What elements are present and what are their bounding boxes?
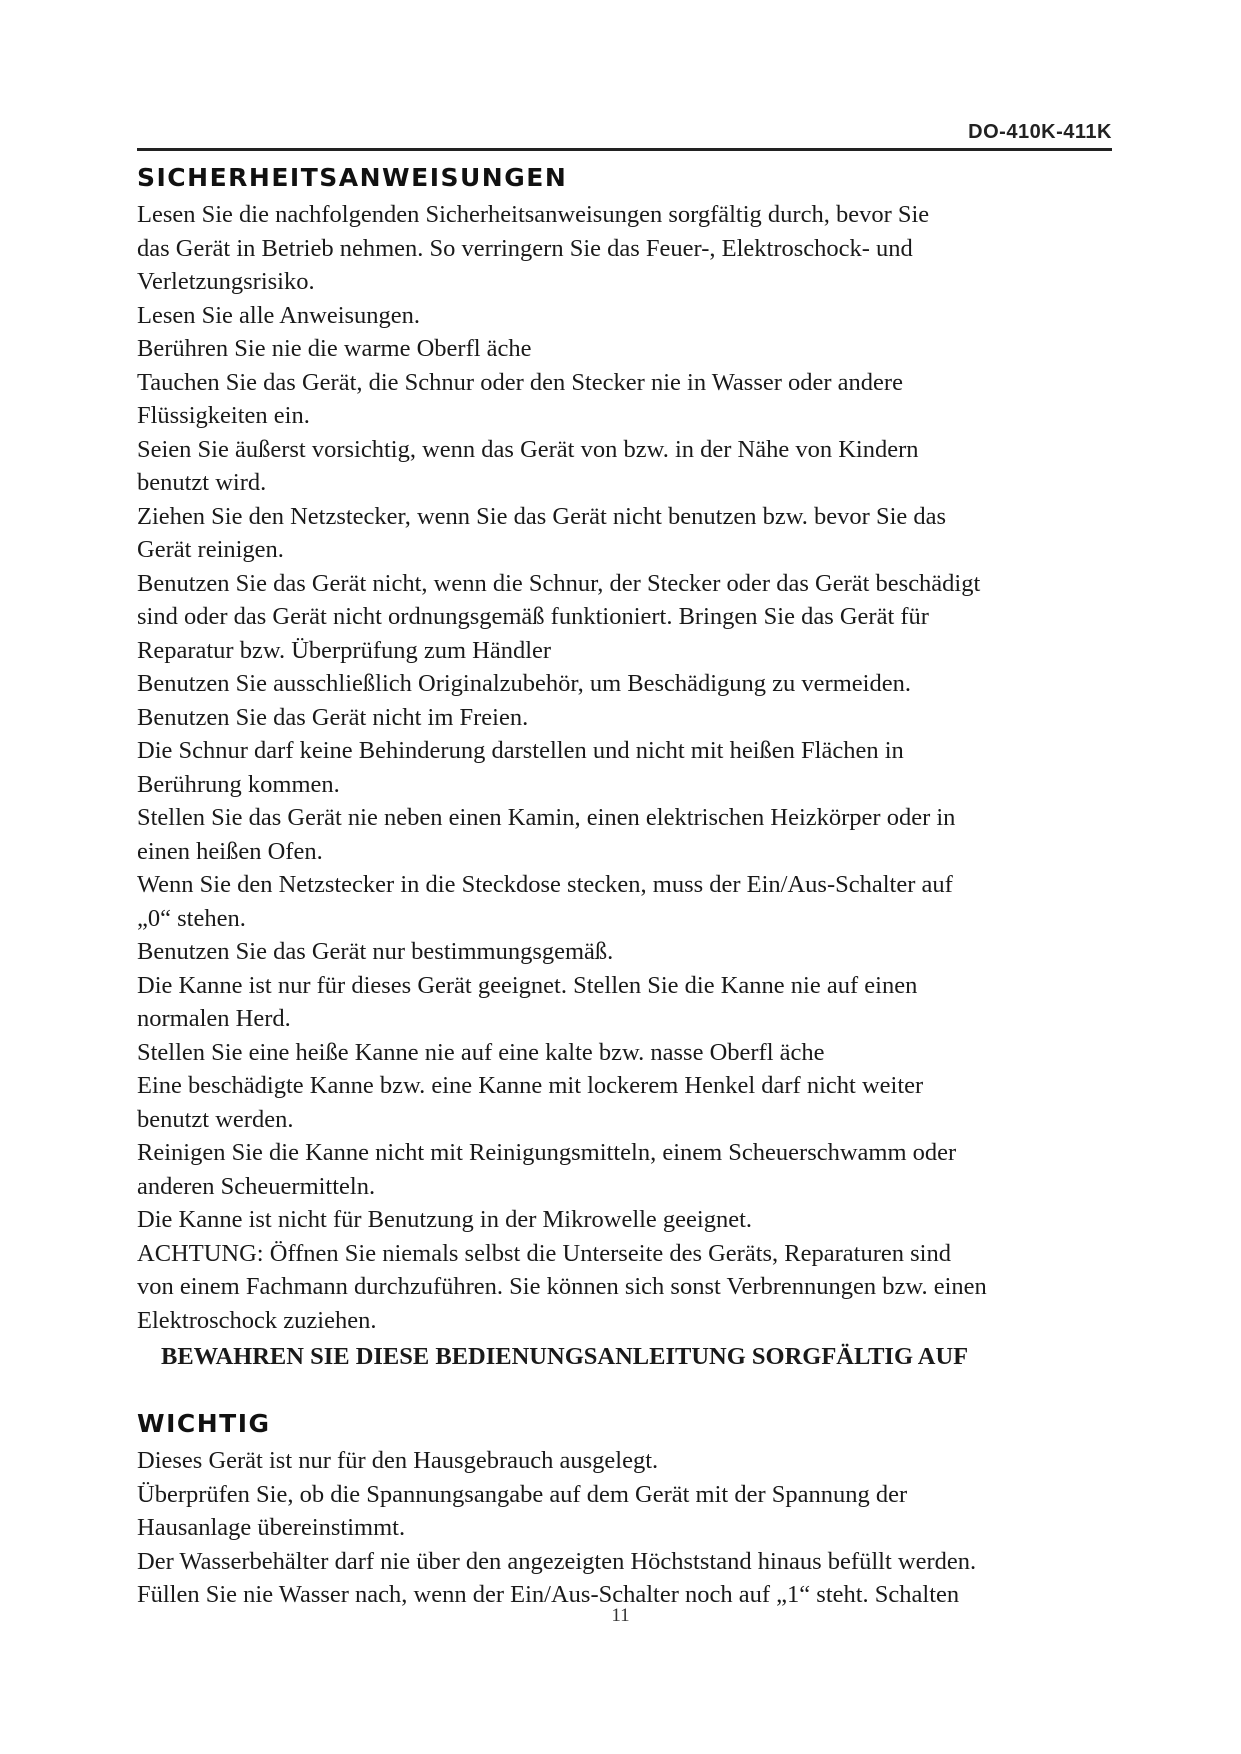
text-line: Benutzen Sie das Gerät nicht im Freien. (137, 703, 529, 731)
section-spacer (137, 1376, 1117, 1404)
text-line: das Gerät in Betrieb nehmen. So verringern Sie das Feuer-, Elektroschock- und (137, 234, 913, 262)
text-line: Benutzen Sie ausschließlich Originalzubehör, um Beschädigung zu vermeiden. (137, 670, 911, 697)
text-line: Ziehen Sie den Netzstecker, wenn Sie das Gerät nicht benutzen bzw. bevor Sie das (137, 502, 947, 530)
text-line: Dieses Gerät ist nur für den Hausgebrauch ausgelegt. (137, 1447, 659, 1474)
text-line: Hausanlage übereinstimmt. (137, 1514, 406, 1541)
text-line: benutzt wird. (137, 469, 267, 496)
text-line: Benutzen Sie das Gerät nur bestimmungsgemäß. (137, 938, 614, 965)
text-line: Eine beschädigte Kanne bzw. eine Kanne mit lockerem Henkel darf nicht weiter (137, 1072, 924, 1099)
text-line: Reparatur bzw. Überprüfung zum Händler (137, 636, 552, 664)
text-line: Stellen Sie das Gerät nie neben einen Kamin, einen elektrischen Heizkörper oder in (137, 804, 956, 831)
text-line: Die Kanne ist nicht für Benutzung in der Mikrowelle geeignet. (137, 1206, 753, 1233)
text-line: Der Wasserbehälter darf nie über den angezeigten Höchststand hinaus befüllt werden. (137, 1547, 977, 1575)
text-line: Seien Sie äußerst vorsichtig, wenn das Gerät von bzw. in der Nähe von Kindern (137, 435, 919, 463)
keep-manual-banner: BEWAHREN SIE DIESE BEDIENUNGSANLEITUNG SORGFÄLTIG AUF (161, 1343, 969, 1370)
text-line: Die Schnur darf keine Behinderung darstellen und nicht mit heißen Flächen in (137, 737, 904, 764)
important-heading: WICHTIG (137, 1409, 271, 1438)
text-line: Die Kanne ist nur für dieses Gerät geeignet. Stellen Sie die Kanne nie auf einen (137, 971, 918, 999)
text-line: benutzt werden. (137, 1105, 294, 1133)
text-line: Verletzungsrisiko. (137, 268, 315, 295)
important-text (137, 1444, 1117, 1612)
text-line: Elektroschock zuziehen. (137, 1306, 377, 1334)
text-line: Berührung kommen. (137, 770, 340, 798)
text-line: anderen Scheuermitteln. (137, 1172, 376, 1200)
text-line: Reinigen Sie die Kanne nicht mit Reinigungsmitteln, einem Scheuerschwamm oder (137, 1139, 957, 1166)
text-line: Tauchen Sie das Gerät, die Schnur oder den Stecker nie in Wasser oder andere (137, 368, 903, 396)
text-line: einen heißen Ofen. (137, 837, 323, 865)
text-line: Benutzen Sie das Gerät nicht, wenn die Schnur, der Stecker oder das Gerät beschädigt (137, 569, 981, 597)
text-line: Lesen Sie die nachfolgenden Sicherheitsanweisungen sorgfältig durch, bevor Sie (137, 201, 930, 228)
text-line: Flüssigkeiten ein. (137, 402, 310, 429)
text-line: Lesen Sie alle Anweisungen. (137, 301, 421, 329)
text-line: ACHTUNG: Öffnen Sie niemals selbst die Unterseite des Geräts, Reparaturen sind (137, 1239, 951, 1267)
text-line: normalen Herd. (137, 1005, 291, 1032)
text-line: Füllen Sie nie Wasser nach, wenn der Ein/Aus-Schalter noch auf „1“ steht. Schalten (137, 1581, 960, 1608)
text-line: Überprüfen Sie, ob die Spannungsangabe auf dem Gerät mit der Spannung der (137, 1480, 908, 1508)
model-code: DO-410K-411K (968, 121, 1112, 143)
safety-text (137, 198, 1117, 1337)
text-line: sind oder das Gerät nicht ordnungsgemäß funktioniert. Bringen Sie das Gerät für (137, 603, 929, 630)
text-line: Wenn Sie den Netzstecker in die Steckdose stecken, muss der Ein/Aus-Schalter auf (137, 871, 953, 898)
page-number: 11 (611, 1605, 630, 1626)
text-line: Berühren Sie nie die warme Oberfl äche (137, 335, 532, 362)
header-divider (137, 148, 1112, 151)
text-line: von einem Fachmann durchzuführen. Sie können sich sonst Verbrennungen bzw. einen (137, 1273, 987, 1300)
text-line: Stellen Sie eine heiße Kanne nie auf eine kalte bzw. nasse Oberfl äche (137, 1038, 825, 1066)
text-line: „0“ stehen. (137, 904, 246, 932)
page-content (137, 158, 1117, 1612)
text-line: Gerät reinigen. (137, 536, 284, 563)
safety-heading: SICHERHEITSANWEISUNGEN (137, 163, 568, 192)
